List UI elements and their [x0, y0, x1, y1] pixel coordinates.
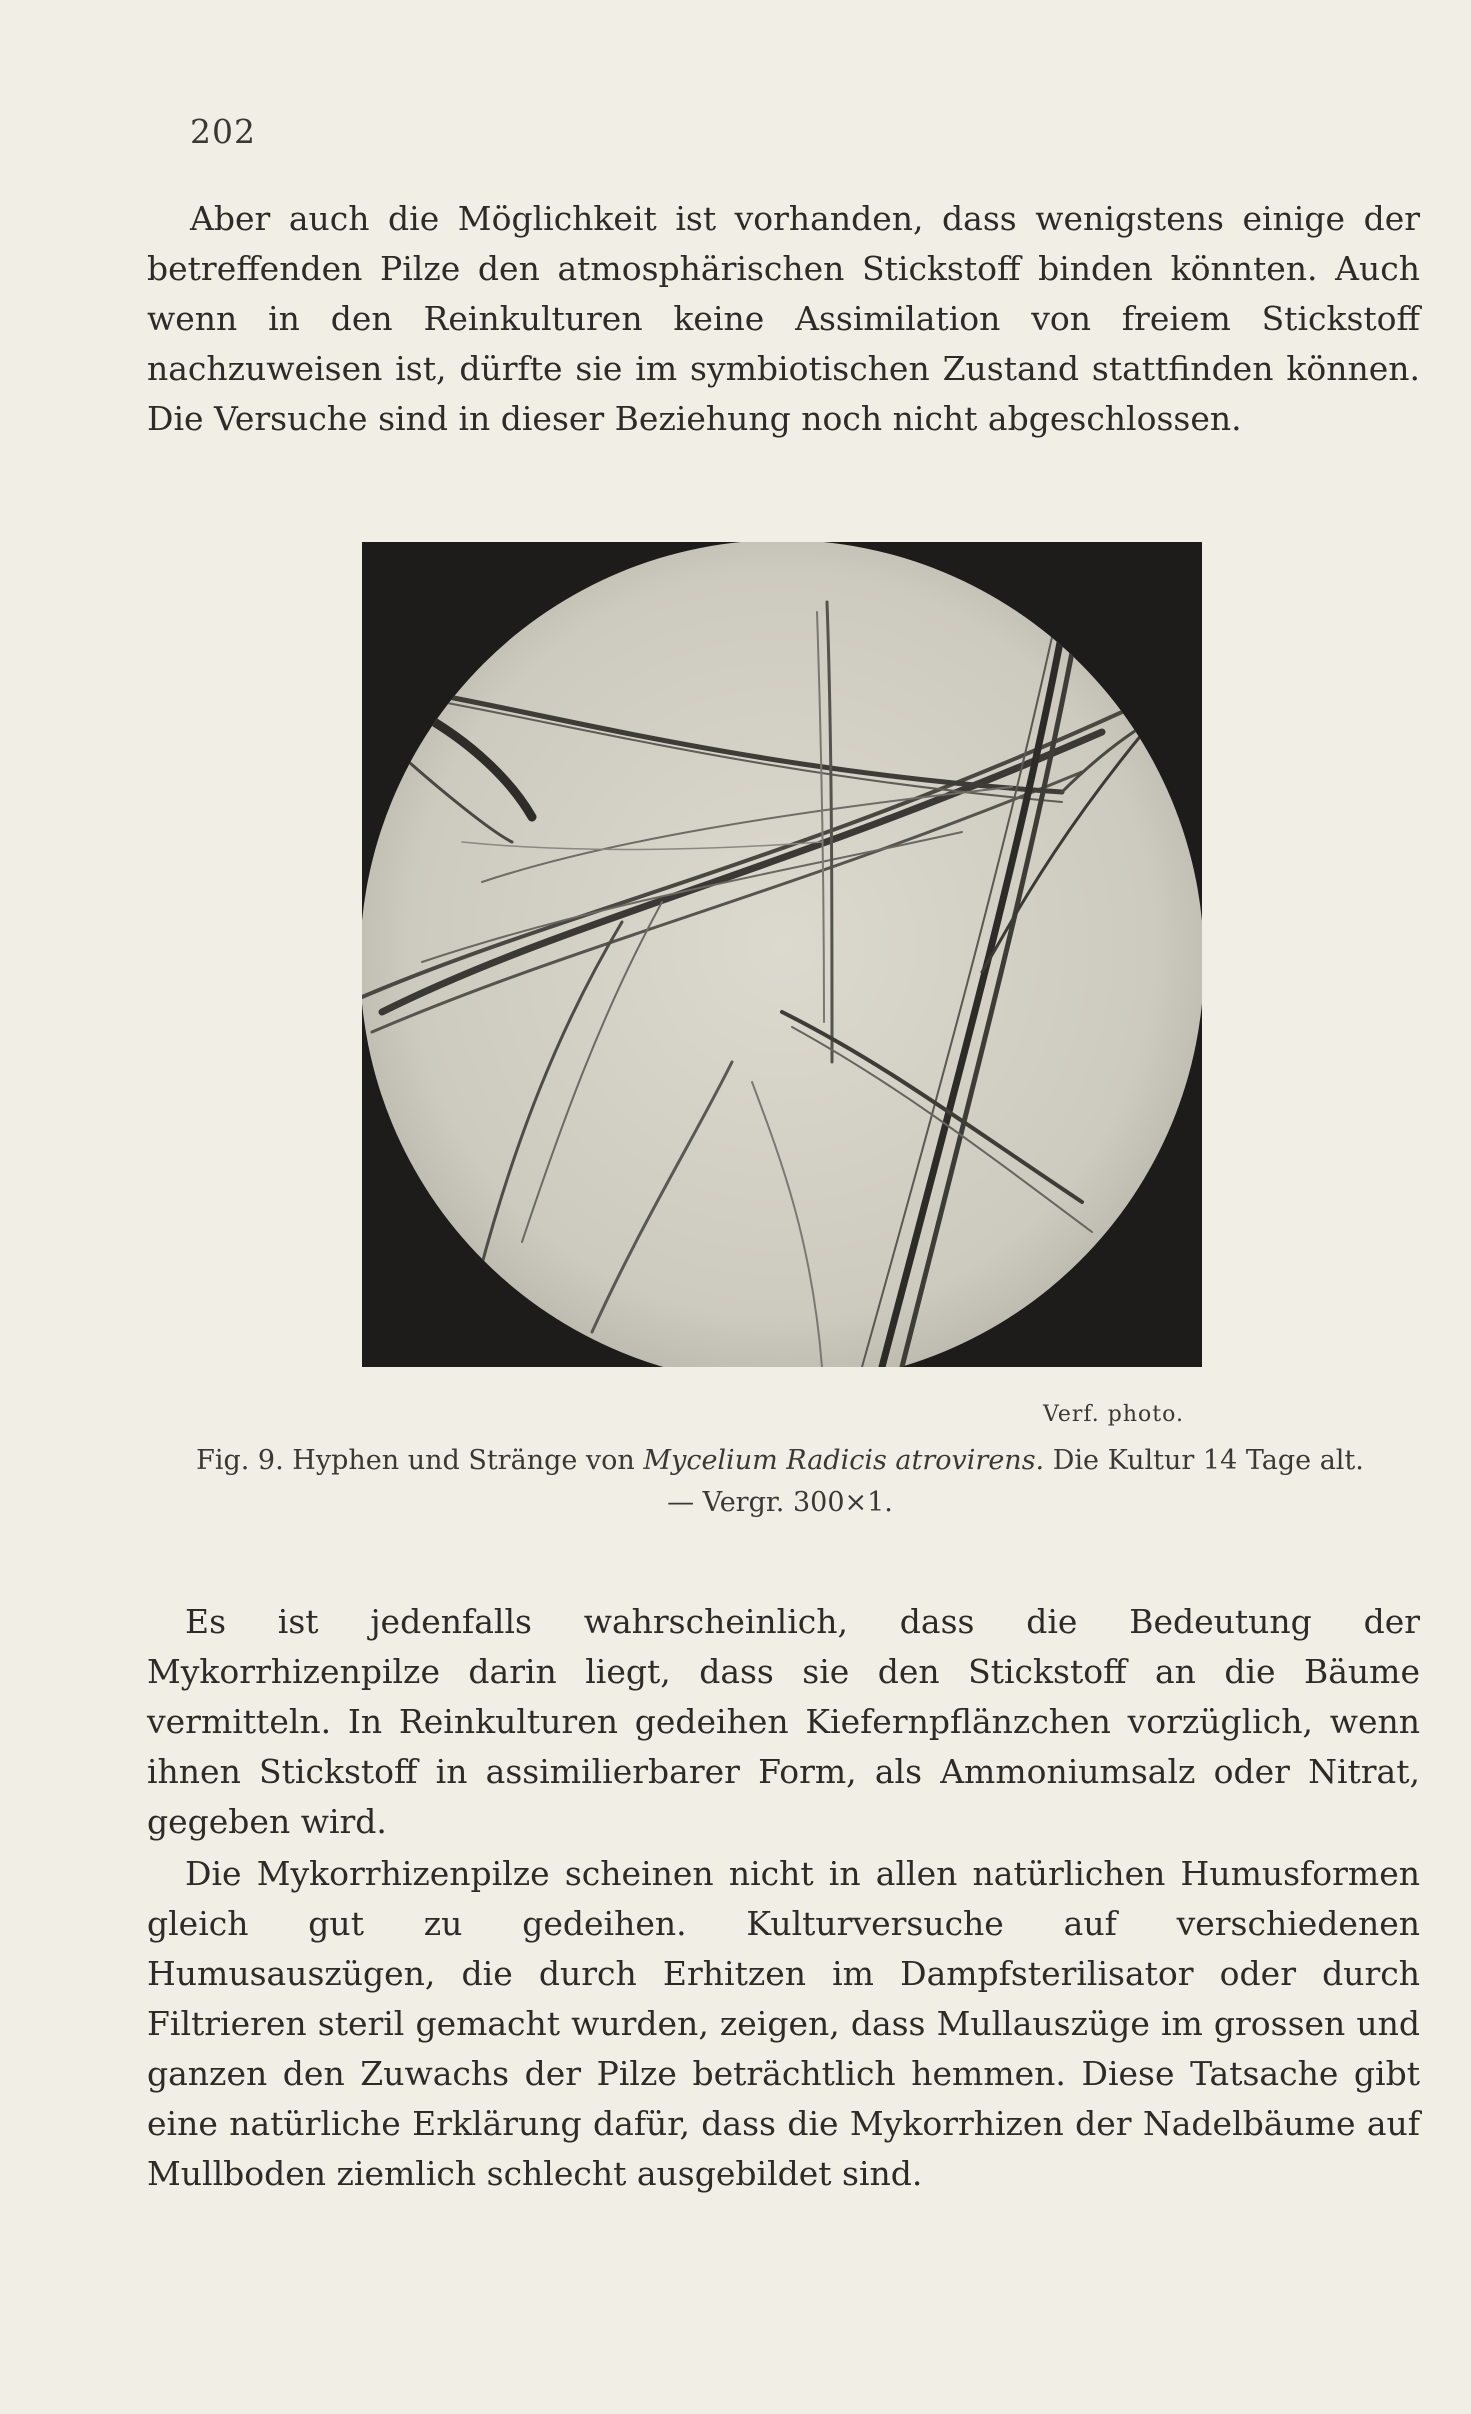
photo-credit: Verf. photo. — [1043, 1402, 1184, 1427]
micrograph-image — [362, 542, 1202, 1367]
paragraph-2: Es ist jedenfalls wahrscheinlich, dass die Bedeutung der Mykorrhizenpilze darin liegt, dass sie den Stickstoff an die Bäume vermitteln. In Reinkulturen gedeihen Kiefernpflänzchen vorzüglich, wenn ihnen Stickstoff in assimilierbarer Form, als Ammoniumsalz oder Nitrat, gegeben wird. — [147, 1602, 1420, 1841]
caption-species: Mycelium Radicis atrovirens. — [643, 1445, 1045, 1476]
paragraph-1: Aber auch die Möglichkeit ist vorhanden, dass wenigstens einige der betreffenden Pilze den atmosphärischen Stickstoff binden könnten. Auch wenn in den Reinkulturen keine Assimilation von freiem Stickstoff nachzuweisen ist, dürfte sie im symbiotischen Zustand stattfinden können. Die Versuche sind in dieser Beziehung noch nicht abgeschlossen. — [147, 199, 1420, 438]
page-number: 202 — [190, 112, 256, 151]
caption-prefix: Fig. 9. Hyphen und Stränge von — [196, 1445, 635, 1476]
micrograph-photo — [362, 542, 1202, 1367]
paragraph-3: Die Mykorrhizenpilze scheinen nicht in allen natürlichen Humusformen gleich gut zu gedeihen. Kulturversuche auf verschiedenen Humusauszügen, die durch Erhitzen im Dampfsterilisator oder durch Filtrieren steril gemacht wurden, zeigen, dass Mullauszüge im grossen und ganzen den Zuwachs der Pilze beträchtlich hemmen. Diese Tatsache gibt eine natürliche Erklärung dafür, dass die Mykorrhizen der Nadelbäume auf Mullboden ziemlich schlecht ausgebildet sind. — [147, 1854, 1420, 2193]
caption-suffix: Die Kultur 14 Tage alt. — Vergr. 300×1. — [667, 1445, 1364, 1518]
figure-caption — [180, 1440, 1380, 1524]
